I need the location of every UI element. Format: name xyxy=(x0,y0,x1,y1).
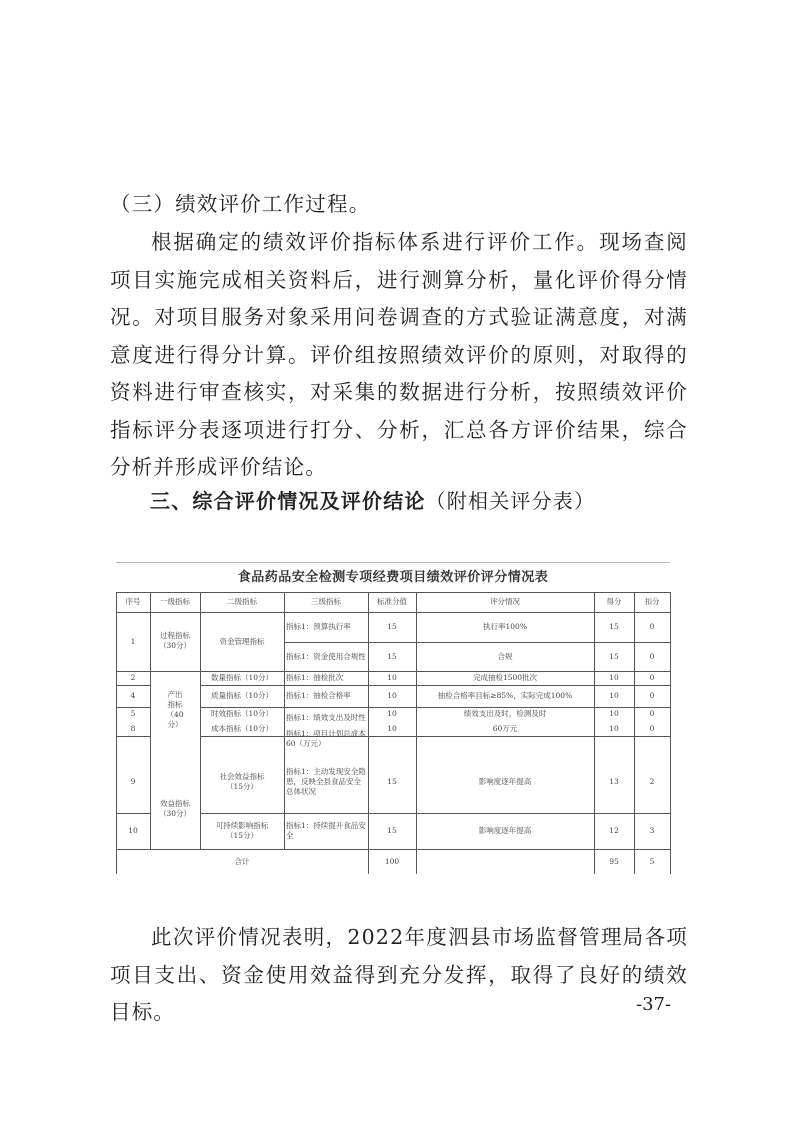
group-process: 过程指标（30分） xyxy=(158,631,192,650)
row-score: 15 xyxy=(609,622,619,631)
row-deduct: 0 xyxy=(649,673,655,682)
row-no: 1 xyxy=(130,636,136,646)
row-no: 4 xyxy=(130,691,136,700)
row-std: 10 xyxy=(387,724,397,733)
table-line xyxy=(670,592,671,874)
table-line xyxy=(150,592,151,849)
total-deduct: 5 xyxy=(649,856,655,866)
row-level2: 资金管理指标 xyxy=(219,636,265,646)
total-label: 合计 xyxy=(234,856,250,866)
row-level2: 时效指标（10分） xyxy=(210,709,274,718)
row-level3: 指标1：预算执行率 xyxy=(286,622,351,631)
row-std: 15 xyxy=(387,651,397,661)
group-output: 产出指标（40分） xyxy=(166,690,184,729)
col-header: 得分 xyxy=(606,597,622,606)
row-deduct: 3 xyxy=(649,826,655,835)
table-line xyxy=(200,736,670,737)
row-level3: 指标1：抽检合格率 xyxy=(286,691,351,700)
col-header: 一级指标 xyxy=(160,597,190,606)
row-deduct: 2 xyxy=(649,776,655,786)
row-eval: 执行率100% xyxy=(483,622,527,631)
row-level3: 指标1：项目计划总成本60（万元） xyxy=(286,729,366,748)
section-heading-conclusion xyxy=(150,485,595,514)
row-eval: 完成抽检1500批次 xyxy=(472,673,538,682)
row-deduct: 0 xyxy=(649,651,655,661)
row-deduct: 0 xyxy=(649,709,655,718)
heading-note: （附相关评分表） xyxy=(425,489,596,513)
row-eval: 合规 xyxy=(497,651,513,661)
score-table xyxy=(116,562,670,874)
row-no: 5 xyxy=(130,709,136,718)
row-std: 10 xyxy=(387,709,397,718)
row-std: 15 xyxy=(387,776,397,786)
col-header: 评分情况 xyxy=(490,597,520,606)
row-level3: 指标1：抽检批次 xyxy=(286,673,344,682)
row-deduct: 0 xyxy=(649,691,655,700)
row-eval: 抽检合格率目标≥85%，实际完成100% xyxy=(437,691,573,700)
row-no: 8 xyxy=(130,724,136,733)
row-level3: 指标1：主动发现安全隐患，反映全县食品安全总体状况 xyxy=(286,766,366,796)
conclusion-paragraph: 此次评价情况表明，2022年度泗县市场监督管理局各项项目支出、资金使用效益得到充分发挥，取得了良好的绩效目标。 xyxy=(110,925,688,1024)
row-level2: 数量指标（10分） xyxy=(210,673,274,682)
page-number: -37- xyxy=(636,994,672,1015)
row-level2: 成本指标（10分） xyxy=(210,724,274,733)
row-std: 15 xyxy=(387,622,397,631)
row-level2: 社会效益指标（15分） xyxy=(219,771,265,791)
section-body-process: 根据确定的绩效评价指标体系进行评价工作。现场查阅项目实施完成相关资料后，进行测算分析，量化评价得分情况。对项目服务对象采用问卷调查的方式验证满意度，对满意度进行得分计算。评价组按照绩效评价的原则，对取得的资料进行审查核实，对采集的数据进行分析，按照绩效评价指标评分表逐项进行打分、分析，汇总各方评价结果，综合分析并形成评价结论。 xyxy=(110,230,688,479)
row-level3: 指标1：绩效支出及时性 xyxy=(286,713,366,722)
row-deduct: 0 xyxy=(649,622,655,631)
row-no: 2 xyxy=(130,673,136,682)
row-level3: 指标1：持续提升食品安全 xyxy=(286,821,366,840)
row-score: 10 xyxy=(609,691,619,700)
row-eval: 绩效支出及时，检测及时 xyxy=(463,709,547,718)
row-eval: 影响度逐年提高 xyxy=(478,826,532,835)
row-std: 10 xyxy=(387,691,397,700)
row-std: 10 xyxy=(387,673,397,682)
section-heading-process: （三）绩效评价工作过程。 xyxy=(110,192,371,216)
total-score: 95 xyxy=(609,856,619,866)
row-no: 10 xyxy=(128,826,138,835)
col-header: 二级指标 xyxy=(227,597,257,606)
col-header: 三级指标 xyxy=(311,597,341,606)
row-level2: 可持续影响指标（15分） xyxy=(215,821,269,840)
col-header: 标准分值 xyxy=(377,597,407,606)
heading-title: 三、综合评价情况及评价结论 xyxy=(150,489,426,513)
row-no: 9 xyxy=(130,776,136,786)
row-score: 13 xyxy=(609,776,619,786)
row-level3: 指标1：资金使用合规性 xyxy=(286,651,366,661)
row-deduct: 0 xyxy=(649,724,655,733)
row-score: 10 xyxy=(609,709,619,718)
row-level2: 质量指标（10分） xyxy=(210,691,274,700)
row-score: 12 xyxy=(609,826,619,835)
row-std: 15 xyxy=(387,826,397,835)
row-score: 10 xyxy=(609,673,619,682)
row-score: 15 xyxy=(609,651,619,661)
row-eval: 影响度逐年提高 xyxy=(478,776,532,786)
group-benefit: 效益指标（30分） xyxy=(158,799,192,818)
table-title: 食品药品安全检测专项经费项目绩效评价评分情况表 xyxy=(116,562,670,593)
table-line xyxy=(116,736,150,737)
row-eval: 60万元 xyxy=(492,724,518,733)
col-header: 序号 xyxy=(125,597,141,606)
total-std: 100 xyxy=(384,856,400,866)
row-score: 10 xyxy=(609,724,619,733)
col-header: 扣分 xyxy=(644,597,660,606)
